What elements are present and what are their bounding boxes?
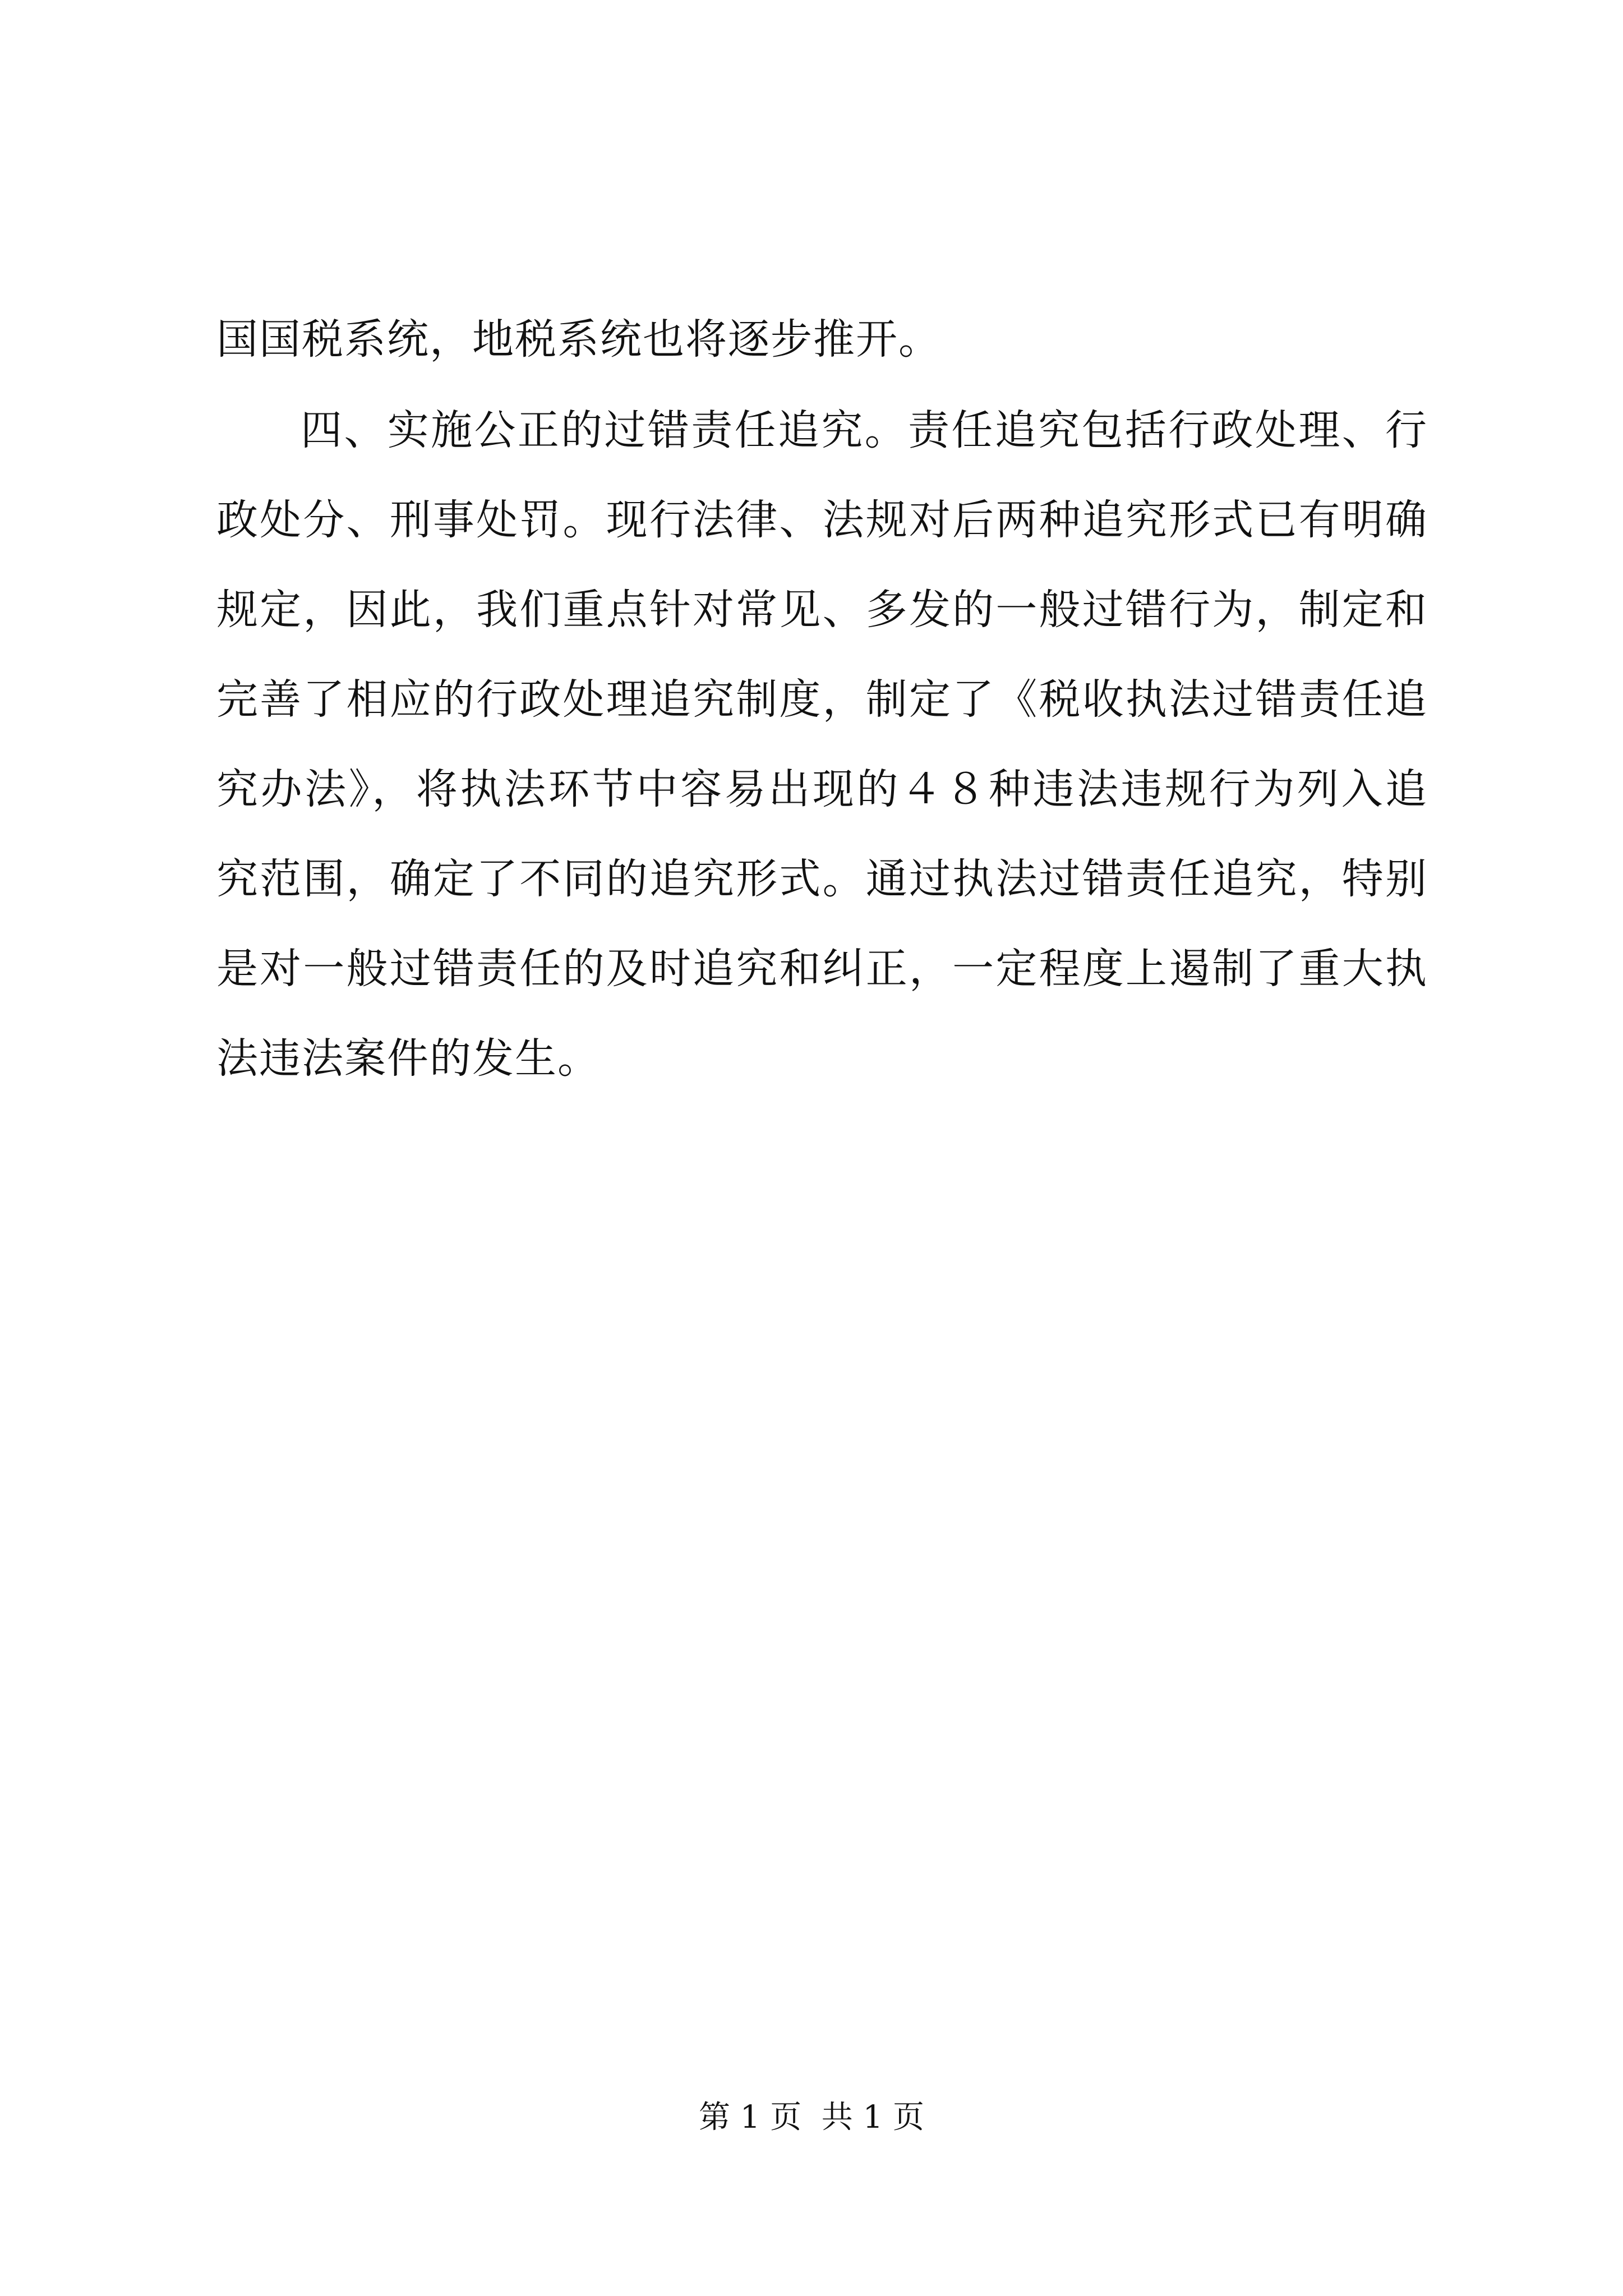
paragraph-line: 究范围，确定了不同的追究形式。通过执法过错责任追究，特别 <box>216 855 1428 903</box>
page-footer: 第 1 页 共 1 页 <box>698 2099 925 2136</box>
paragraph-line: 规定，因此，我们重点针对常见、多发的一般过错行为，制定和 <box>216 586 1428 634</box>
paragraph-last-line: 法违法案件的发生。 <box>216 1034 600 1083</box>
paragraph-line: 是对一般过错责任的及时追究和纠正，一定程度上遏制了重大执 <box>216 945 1428 993</box>
paragraph-first-line: 四、实施公正的过错责任追究。责任追究包括行政处理、行 <box>301 406 1428 454</box>
paragraph-line: 政处分、刑事处罚。现行法律、法规对后两种追究形式已有明确 <box>216 496 1428 544</box>
paragraph-line: 完善了相应的行政处理追究制度，制定了《税收执法过错责任追 <box>216 675 1428 724</box>
paragraph-line: 究办法》，将执法环节中容易出现的４８种违法违规行为列入追 <box>216 765 1428 813</box>
paragraph-line: 国国税系统，地税系统也将逐步推开。 <box>216 315 941 364</box>
